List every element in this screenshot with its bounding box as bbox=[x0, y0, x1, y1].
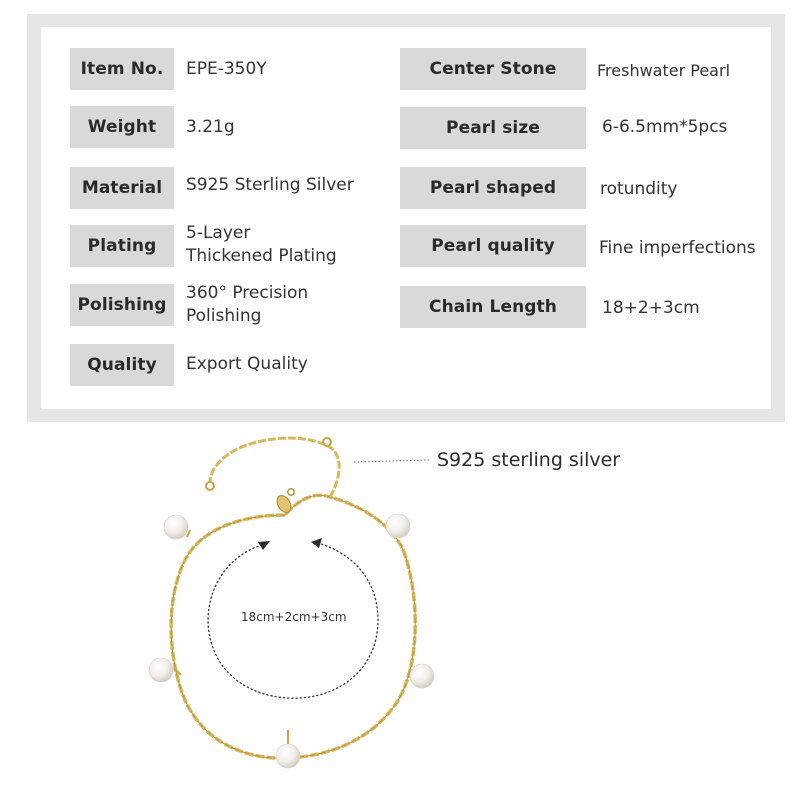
spec-label-chain-length: Chain Length bbox=[400, 286, 586, 328]
spec-value-weight: 3.21g bbox=[186, 117, 235, 137]
spec-value-pearl-quality: Fine imperfections bbox=[599, 238, 756, 258]
bracelet-illustration bbox=[0, 420, 800, 800]
spec-label-quality: Quality bbox=[70, 344, 174, 386]
pearl-top-left bbox=[164, 515, 190, 539]
extension-chain bbox=[210, 438, 339, 497]
spec-label-material: Material bbox=[70, 167, 174, 209]
spec-value-chain-length: 18+2+3cm bbox=[602, 298, 700, 318]
spec-label-pearl-quality: Pearl quality bbox=[400, 225, 586, 267]
spec-label-center-stone: Center Stone bbox=[400, 48, 586, 90]
spec-value-quality: Export Quality bbox=[186, 354, 308, 374]
material-callout: S925 sterling silver bbox=[437, 449, 621, 471]
arc-arrow-right bbox=[311, 538, 322, 548]
jump-ring bbox=[323, 438, 331, 446]
spec-value-material: S925 Sterling Silver bbox=[186, 175, 354, 195]
spec-value-polishing: 360° Precision Polishing bbox=[186, 283, 309, 326]
pearl-top-right bbox=[386, 514, 410, 538]
spec-label-weight: Weight bbox=[70, 106, 174, 148]
spec-value-pearl-size: 6-6.5mm*5pcs bbox=[602, 117, 728, 137]
spec-label-plating: Plating bbox=[70, 225, 174, 267]
spec-label-polishing: Polishing bbox=[70, 284, 174, 326]
length-label: 18cm+2cm+3cm bbox=[241, 610, 347, 624]
spec-label-pearl-size: Pearl size bbox=[400, 107, 586, 149]
end-ring bbox=[206, 482, 214, 490]
spec-label-item-no: Item No. bbox=[70, 48, 174, 90]
spec-value-plating: 5-Layer Thickened Plating bbox=[186, 223, 337, 266]
pearl-bottom-right bbox=[408, 664, 434, 688]
arc-arrow-left bbox=[258, 541, 270, 550]
spec-value-pearl-shaped: rotundity bbox=[600, 179, 678, 199]
pearl-bottom-center bbox=[276, 730, 300, 768]
spec-value-item-no: EPE-350Y bbox=[186, 59, 267, 79]
spec-value-center-stone: Freshwater Pearl bbox=[597, 61, 731, 80]
callout-line bbox=[354, 460, 430, 462]
spec-label-pearl-shaped: Pearl shaped bbox=[400, 167, 586, 209]
